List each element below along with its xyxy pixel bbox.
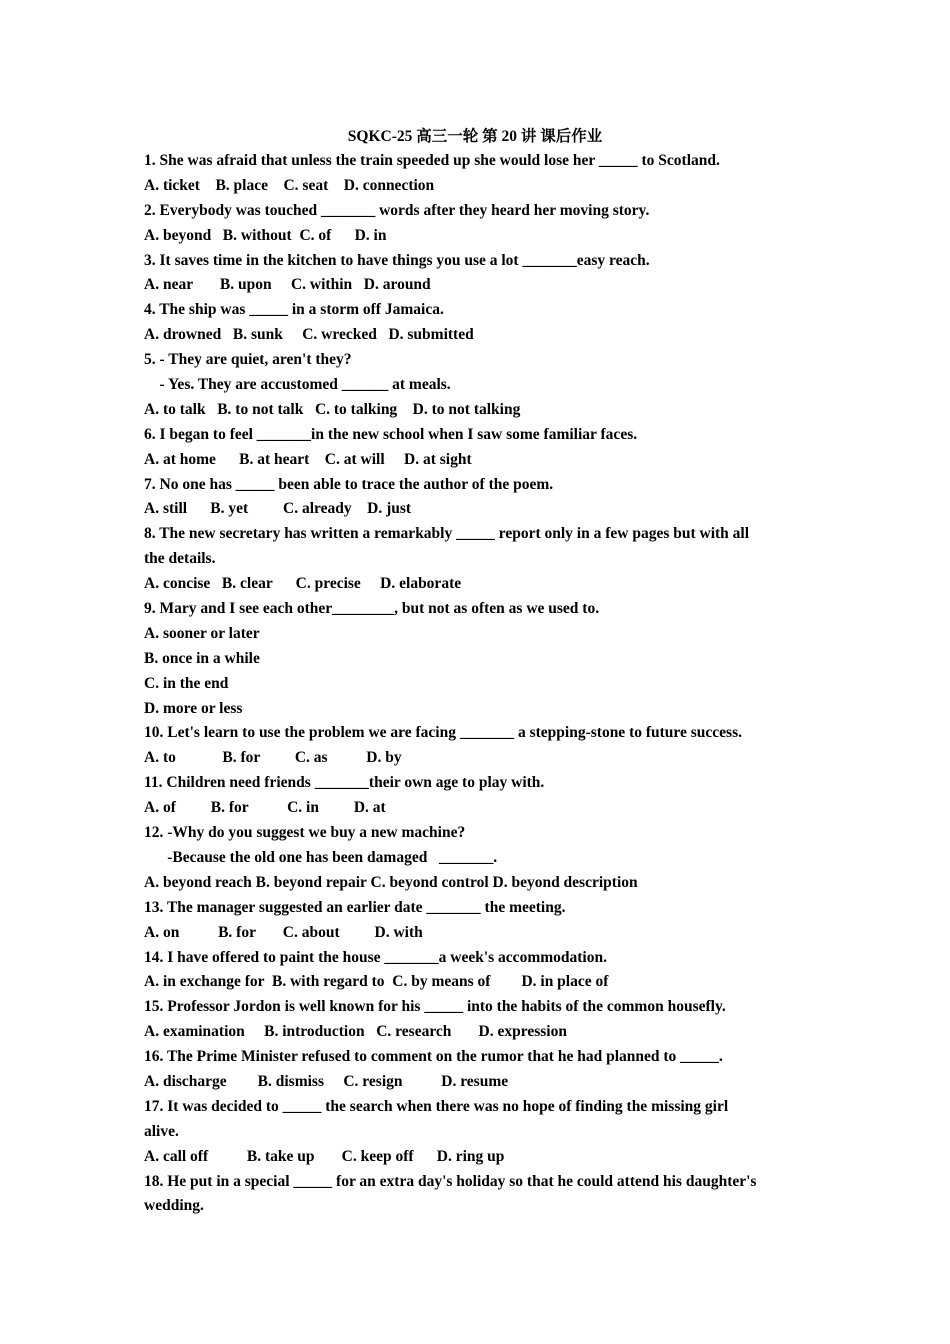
text-line: 2. Everybody was touched _______ words after they heard her moving story.: [144, 201, 650, 219]
text-line: 15. Professor Jordon is well known for his _____ into the habits of the common housefly.: [144, 998, 726, 1016]
text-line: 8. The new secretary has written a remarkably _____ report only in a few pages but with all: [144, 525, 750, 543]
text-line: 1. She was afraid that unless the train speeded up she would lose her _____ to Scotland.: [144, 152, 720, 169]
text-line: 4. The ship was _____ in a storm off Jamaica.: [144, 301, 444, 319]
text-line: 7. No one has _____ been able to trace the author of the poem.: [144, 475, 554, 493]
text-line: 16. The Prime Minister refused to comment on the rumor that he had planned to _____.: [144, 1048, 723, 1066]
text-line: the details.: [144, 550, 216, 568]
text-line: 9. Mary and I see each other________, but not as often as we used to.: [144, 600, 600, 618]
text-line: 10. Let's learn to use the problem we are facing _______ a stepping-stone to future success.: [144, 724, 742, 742]
text-line: A. call off B. take up C. keep off D. ring up: [144, 1147, 505, 1165]
text-line: D. more or less: [144, 699, 243, 717]
text-line: 11. Children need friends _______their own age to play with.: [144, 774, 545, 792]
text-line: 5. - They are quiet, aren't they?: [144, 351, 352, 369]
text-line: wedding.: [144, 1197, 204, 1215]
text-line: A. on B. for C. about D. with: [144, 923, 423, 941]
text-line: A. ticket B. place C. seat D. connection: [144, 176, 435, 194]
text-line: A. in exchange for B. with regard to C. by means of D. in place of: [144, 973, 609, 991]
text-line: C. in the end: [144, 674, 229, 692]
text-line: A. near B. upon C. within D. around: [144, 276, 431, 294]
text-line: 14. I have offered to paint the house _______a week's accommodation.: [144, 948, 607, 966]
text-line: - Yes. They are accustomed ______ at meals.: [144, 376, 451, 394]
text-line: 3. It saves time in the kitchen to have things you use a lot _______easy reach.: [144, 251, 650, 269]
text-line: B. once in a while: [144, 649, 260, 667]
text-line: 13. The manager suggested an earlier date _______ the meeting.: [144, 898, 566, 916]
text-line: A. examination B. introduction C. research D. expression: [144, 1023, 567, 1041]
text-line: A. drowned B. sunk C. wrecked D. submitted: [144, 326, 474, 344]
document-body: [144, 149, 814, 1219]
text-line: 6. I began to feel _______in the new school when I saw some familiar faces.: [144, 425, 638, 443]
text-line: -Because the old one has been damaged _______.: [144, 848, 498, 866]
text-line: A. beyond B. without C. of D. in: [144, 226, 387, 244]
text-line: 12. -Why do you suggest we buy a new machine?: [144, 824, 466, 842]
document-title: SQKC-25 高三一轮 第 20 讲 课后作业: [347, 128, 603, 145]
text-line: A. still B. yet C. already D. just: [144, 500, 412, 518]
text-line: A. to talk B. to not talk C. to talking D. to not talking: [144, 400, 521, 418]
text-line: alive.: [144, 1122, 179, 1140]
text-line: A. at home B. at heart C. at will D. at sight: [144, 450, 472, 468]
text-line: A. of B. for C. in D. at: [144, 799, 386, 817]
text-line: 17. It was decided to _____ the search when there was no hope of finding the missing girl: [144, 1097, 729, 1115]
text-line: A. concise B. clear C. precise D. elaborate: [144, 575, 462, 593]
text-line: A. beyond reach B. beyond repair C. beyond control D. beyond description: [144, 873, 638, 891]
text-line: A. to B. for C. as D. by: [144, 749, 402, 767]
text-line: A. discharge B. dismiss C. resign D. resume: [144, 1072, 509, 1090]
text-line: A. sooner or later: [144, 624, 260, 642]
text-line: 18. He put in a special _____ for an extra day's holiday so that he could attend his daughter's: [144, 1172, 757, 1190]
